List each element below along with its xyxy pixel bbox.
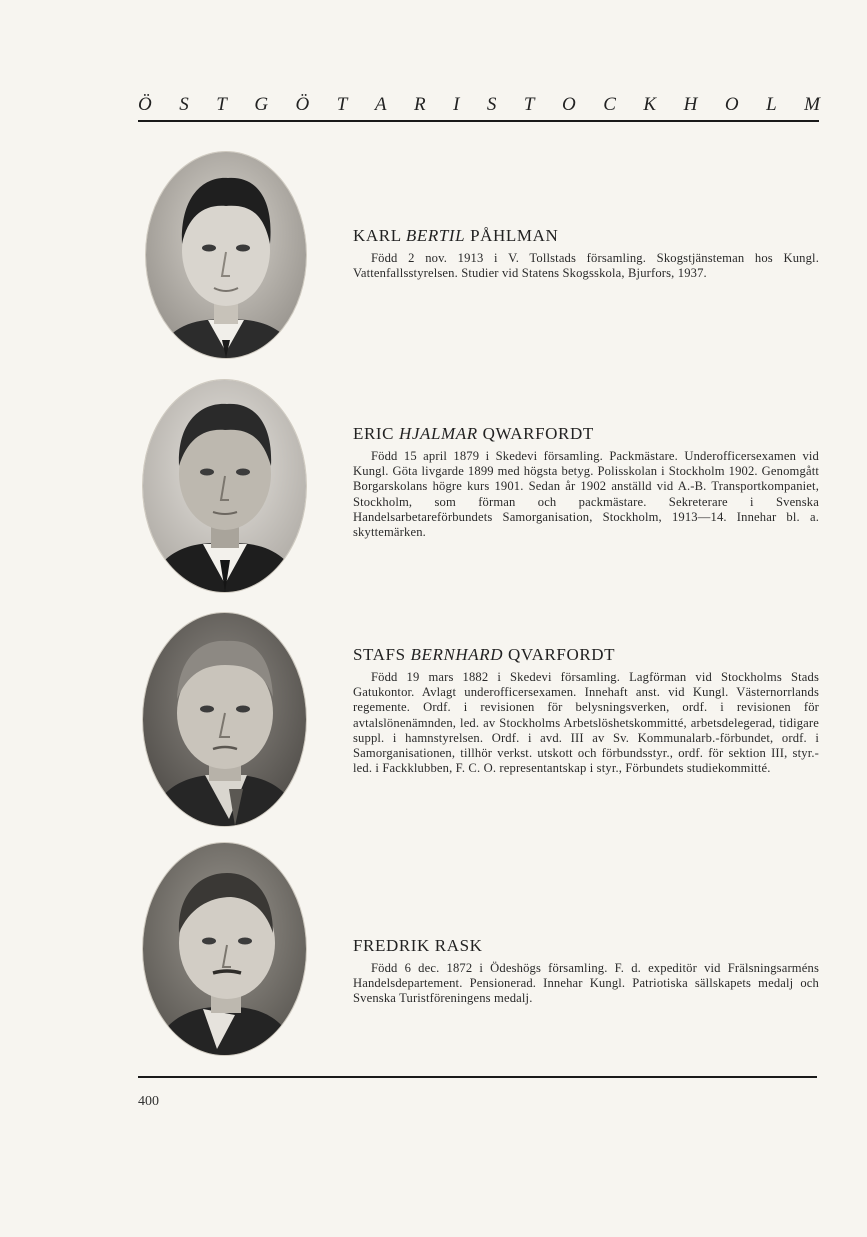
running-head-letter: O (561, 94, 576, 115)
page-number: 400 (138, 1094, 159, 1109)
running-head-letter: T (523, 94, 535, 115)
name-first: FREDRIK (353, 936, 430, 955)
running-head-letter: H (683, 94, 698, 115)
running-head-letter: K (643, 94, 657, 115)
running-head-letter: L (766, 94, 777, 115)
portrait-photo (143, 380, 306, 592)
running-head-letter: G (254, 94, 269, 115)
portrait-photo (146, 152, 306, 358)
running-head-letter: Ö (138, 94, 152, 115)
header-rule (138, 120, 819, 122)
running-head-letter: M (804, 94, 820, 115)
running-head-letter: S (179, 94, 189, 115)
name-middle: HJALMAR (398, 424, 478, 443)
person-name (353, 424, 823, 444)
name-last: RASK (434, 936, 483, 955)
running-head-letter: Ö (295, 94, 310, 115)
running-head-letter: R (413, 94, 426, 115)
name-last: QWARFORDT (482, 424, 594, 443)
running-head-letter: T (216, 94, 227, 115)
running-head-letter: O (724, 94, 739, 115)
person-name (353, 226, 823, 246)
name-last: PÅHLMAN (470, 226, 559, 245)
name-last: QVARFORDT (508, 645, 616, 664)
person-name (353, 936, 823, 956)
person-biography: Född 19 mars 1882 i Skedevi församling. Lagförman vid Stockholms Stads Gatukontor. Avlagt underofficersexamen. Innehaft anst. vid Kungl. Västernorrlands regemente. Ordf. i revisionen för belysningsverken, ordf. i revisionen för avtalslönenämnden, led. av Stockholms Arbetslöshetskommitté, arbetsdelegerad, tidigare suppl. i hamnstyrelsen. Ordf. i avd. III av Sv. Kommunalarb.-förbundet, ordf. i Samorganisationen, tillhör verkst. utskott och förbundsstyr., ordf. för sektion III, styr.-led. i Fackklubben, F. C. O. representantskap i styr., Förbundets studiekommitté. (353, 670, 819, 776)
footer-rule (138, 1076, 817, 1078)
person-name (353, 645, 823, 665)
running-head (138, 88, 820, 116)
running-head-letter: S (486, 94, 497, 115)
running-head-letter: I (453, 94, 460, 115)
person-biography: Född 15 april 1879 i Skedevi församling. Packmästare. Underofficersexamen vid Kungl. Göta livgarde 1899 med högsta betyg. Polisskolan i Stockholm 1902. Genomgått Borgarskolans högre kurs 1901. Sedan år 1902 anställd vid A.-B. Transportkompaniet, Stockholm, som förman och packmästare. Sekreterare i Svenska Handelsarbetareförbundets Samorganisation, Stockholm, 1913—14. Innehar bl. a. skyttemärken. (353, 449, 819, 540)
name-middle: BERTIL (405, 226, 466, 245)
name-middle: BERNHARD (410, 645, 504, 664)
portrait-photo (143, 613, 306, 826)
running-head-letter: T (336, 94, 348, 115)
running-head-letter: A (374, 94, 387, 115)
person-biography: Född 2 nov. 1913 i V. Tollstads församling. Skogstjänsteman hos Kungl. Vattenfallsstyrelsen. Studier vid Statens Skogsskola, Bjurfors, 1937. (353, 251, 819, 281)
name-first: ERIC (353, 424, 395, 443)
name-first: KARL (353, 226, 402, 245)
name-first: STAFS (353, 645, 406, 664)
person-biography: Född 6 dec. 1872 i Ödeshögs församling. F. d. expeditör vid Frälsningsarméns Handelsdepartement. Pensionerad. Innehar Kungl. Patriotiska sällskapets medalj och Svenska Turistföreningens medalj. (353, 961, 819, 1006)
portrait-photo (143, 843, 306, 1055)
running-head-letter: C (603, 94, 616, 115)
